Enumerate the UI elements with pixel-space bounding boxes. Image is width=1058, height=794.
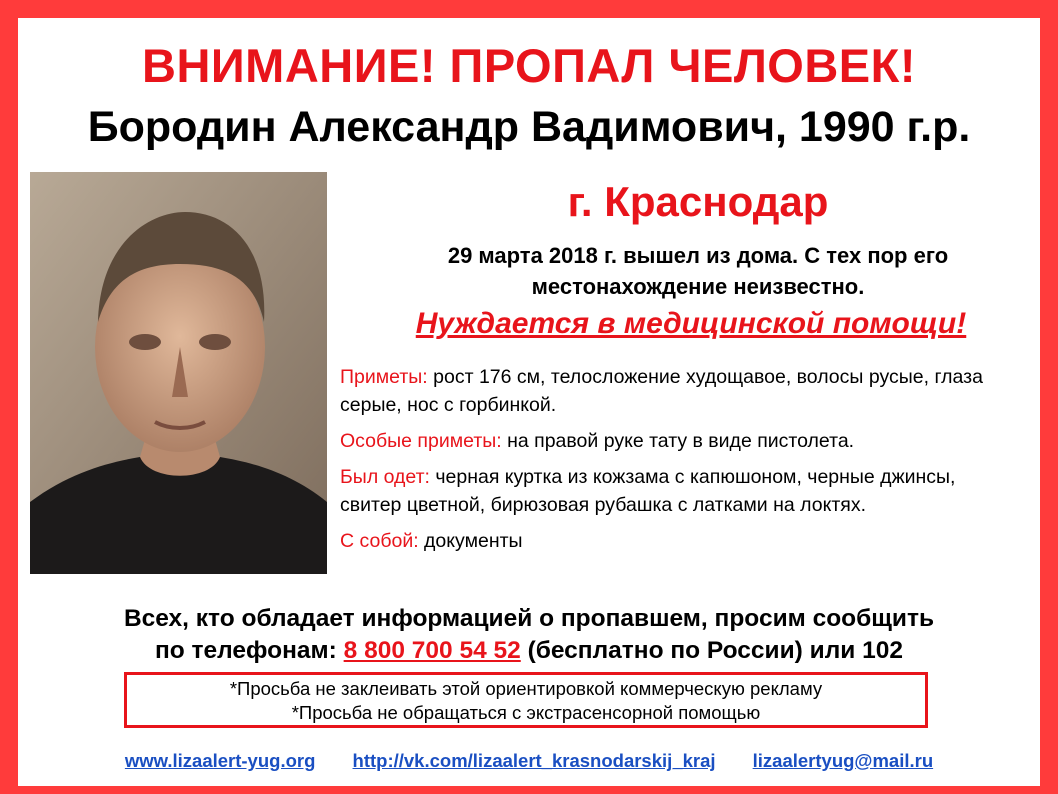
clothes-label: Был одет:: [340, 466, 430, 488]
person-photo-image: [30, 172, 327, 574]
vk-link[interactable]: http://vk.com/lizaalert_krasnodarskij_kraj: [352, 750, 716, 771]
signs-paragraph: [340, 363, 1016, 419]
belongings-text: документы: [418, 530, 523, 552]
clothes-text: черная куртка из кожзама с капюшоном, черные джинсы, свитер цветной, бирюзовая рубашка с латками на локтях.: [340, 466, 956, 516]
appeal-phone-prefix: по телефонам:: [154, 637, 344, 664]
signs-text: рост 176 см, телосложение худощавое, волосы русые, глаза серые, нос с горбинкой.: [340, 366, 983, 416]
special-signs-paragraph: [340, 427, 1016, 455]
appeal-block: [18, 603, 1040, 667]
disappearance-line-2: местонахождение неизвестно.: [531, 274, 865, 299]
description-block: [340, 363, 1016, 563]
person-photo: [30, 172, 327, 574]
clothes-paragraph: [340, 463, 1016, 519]
belongings-label: С собой:: [340, 530, 419, 552]
special-signs-label: Особые приметы:: [340, 430, 502, 452]
appeal-phone-suffix: (бесплатно по России) или 102: [520, 637, 904, 664]
request-note-2: *Просьба не обращаться с экстрасенсорной помощью: [291, 702, 761, 723]
medical-help-notice: Нуждается в медицинской помощи!: [415, 307, 967, 340]
headline: ВНИМАНИЕ! ПРОПАЛ ЧЕЛОВЕК!: [142, 39, 916, 92]
disappearance-line-1: 29 марта 2018 г. вышел из дома. С тех пор его: [447, 243, 949, 268]
city: г. Краснодар: [567, 178, 829, 225]
special-signs-text: на правой руке тату в виде пистолета.: [501, 430, 855, 452]
signs-label: Приметы:: [340, 366, 428, 388]
website-link[interactable]: www.lizaalert-yug.org: [124, 750, 316, 771]
person-name: Бородин Александр Вадимович, 1990 г.р.: [87, 103, 971, 151]
requests-box: [124, 672, 928, 728]
phone-number[interactable]: 8 800 700 54 52: [343, 637, 521, 664]
appeal-line-1: Всех, кто обладает информацией о пропавшем, просим сообщить: [123, 605, 935, 632]
appeal-line-2: [18, 635, 1040, 667]
email-link[interactable]: lizaalertyug@mail.ru: [752, 750, 934, 771]
disappearance-info: [348, 240, 1048, 302]
footer-links: [18, 750, 1040, 772]
belongings-paragraph: [340, 527, 1016, 555]
request-note-1: *Просьба не заклеивать этой ориентировкой коммерческую рекламу: [229, 678, 823, 699]
